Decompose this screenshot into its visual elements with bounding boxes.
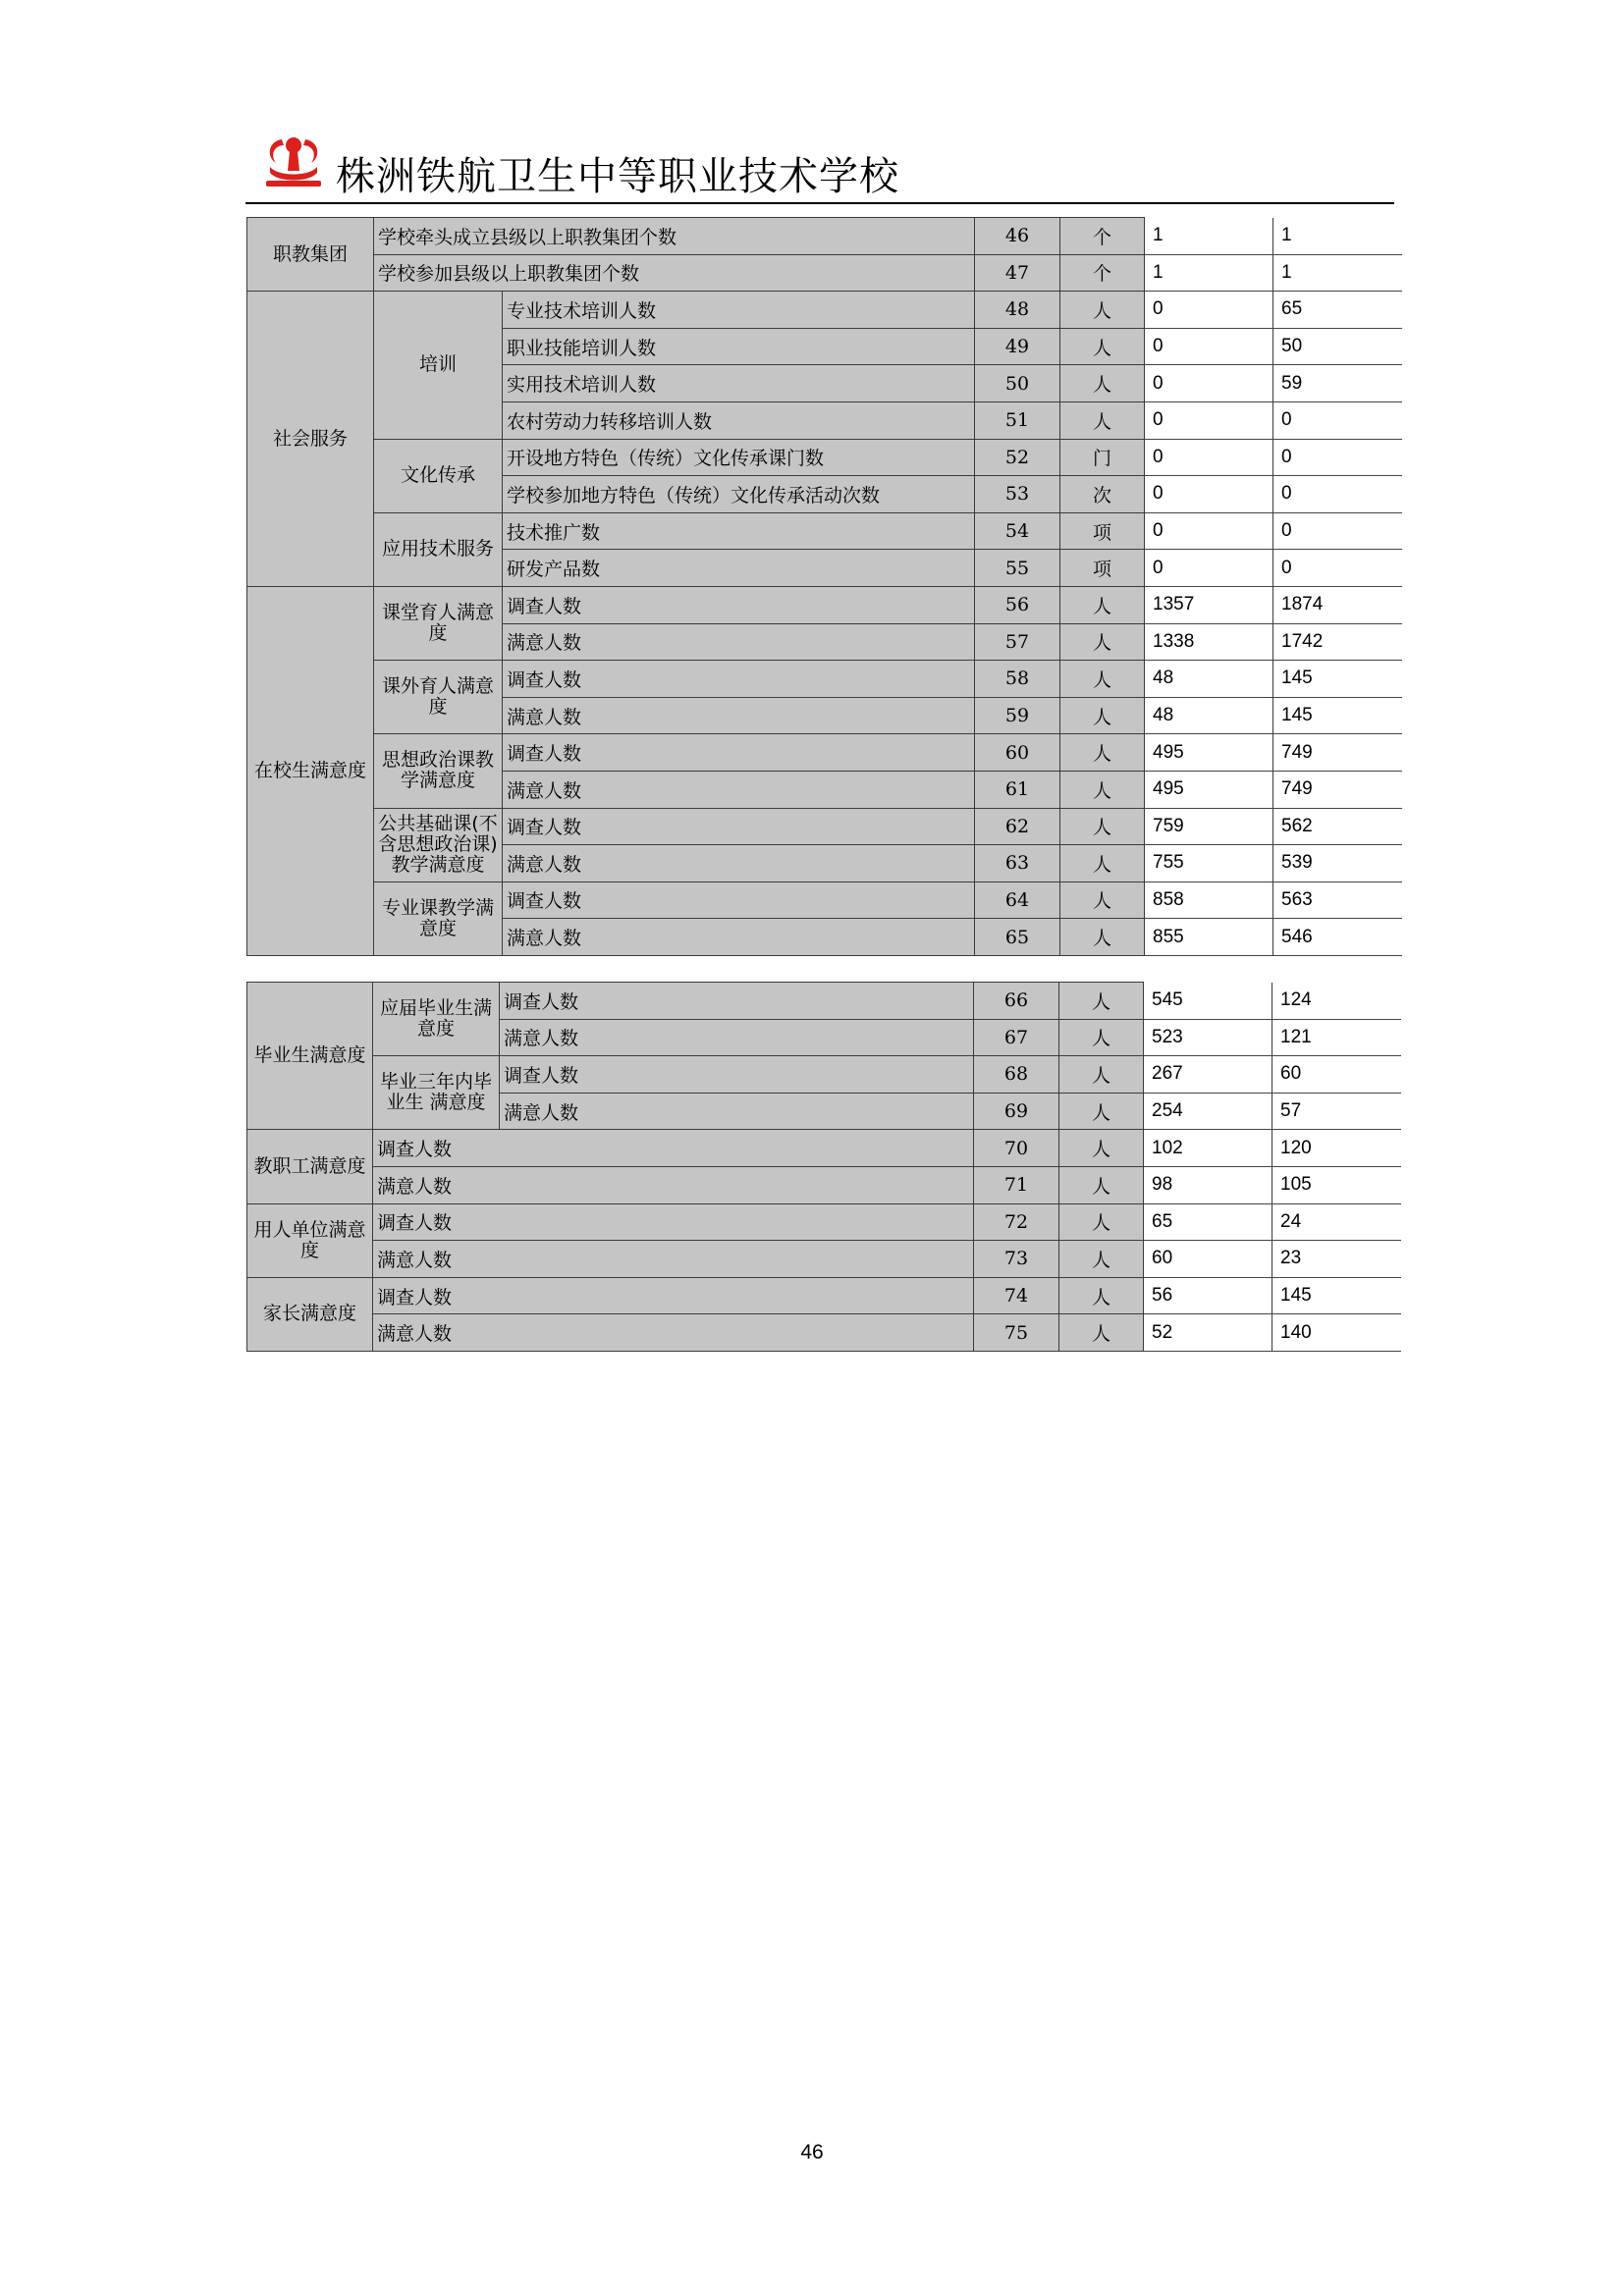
category-cell: 毕业生满意度 [247,983,373,1130]
value-cell: 124 [1272,983,1401,1020]
value-cell: 98 [1144,1166,1272,1203]
unit-cell: 门 [1060,439,1145,476]
value-cell: 254 [1144,1093,1272,1130]
item-cell: 开设地方特色（传统）文化传承课门数 [503,439,975,476]
value-cell: 1 [1145,254,1273,292]
value-cell: 749 [1273,771,1402,808]
code-cell: 75 [974,1314,1059,1352]
unit-cell: 人 [1060,734,1145,772]
school-logo-icon [260,133,327,188]
code-cell: 68 [974,1056,1059,1094]
code-cell: 67 [974,1019,1059,1056]
unit-cell: 人 [1060,845,1145,882]
value-cell: 0 [1145,401,1273,439]
item-cell: 学校参加地方特色（传统）文化传承活动次数 [503,476,975,513]
table-row [247,1241,1401,1278]
value-cell: 52 [1144,1314,1272,1352]
value-cell: 546 [1273,919,1402,956]
item-cell: 满意人数 [500,1019,974,1056]
value-cell: 59 [1273,365,1402,402]
unit-cell: 人 [1059,1203,1144,1241]
unit-cell: 人 [1060,401,1145,439]
value-cell: 1357 [1145,586,1273,623]
item-cell: 调查人数 [503,734,975,772]
value-cell: 121 [1272,1019,1401,1056]
item-cell: 满意人数 [503,697,975,734]
item-cell: 满意人数 [503,845,975,882]
value-cell: 0 [1145,550,1273,587]
unit-cell: 人 [1059,1277,1144,1314]
subcategory-cell: 毕业三年内毕业生 满意度 [373,1056,500,1130]
item-cell: 调查人数 [503,808,975,845]
code-cell: 59 [975,697,1060,734]
table-row [247,254,1402,292]
value-cell: 1742 [1273,623,1402,661]
value-cell: 523 [1144,1019,1272,1056]
code-cell: 48 [975,292,1060,329]
value-cell: 0 [1273,439,1402,476]
page-number: 46 [800,2141,824,2163]
item-cell: 满意人数 [503,771,975,808]
subcategory-cell: 应届毕业生满意度 [373,983,500,1056]
subcategory-cell: 思想政治课教学满意度 [374,734,503,808]
unit-cell: 人 [1060,771,1145,808]
code-cell: 74 [974,1277,1059,1314]
unit-cell: 人 [1059,1166,1144,1203]
value-cell: 495 [1145,771,1273,808]
unit-cell: 人 [1059,1019,1144,1056]
code-cell: 46 [975,218,1060,255]
item-cell: 调查人数 [503,586,975,623]
value-cell: 267 [1144,1056,1272,1094]
item-cell: 实用技术培训人数 [503,365,975,402]
category-cell: 用人单位满意度 [247,1203,373,1277]
code-cell: 64 [975,881,1060,919]
value-cell: 56 [1144,1277,1272,1314]
unit-cell: 人 [1059,1241,1144,1278]
table-row [247,881,1402,919]
unit-cell: 人 [1059,1056,1144,1094]
unit-cell: 人 [1060,697,1145,734]
code-cell: 69 [974,1093,1059,1130]
item-cell: 职业技能培训人数 [503,328,975,365]
unit-cell: 人 [1059,1093,1144,1130]
code-cell: 70 [974,1130,1059,1167]
unit-cell: 人 [1060,661,1145,698]
item-cell: 调查人数 [373,1130,974,1167]
code-cell: 58 [975,661,1060,698]
code-cell: 57 [975,623,1060,661]
item-cell: 调查人数 [503,881,975,919]
subcategory-cell: 专业课教学满意度 [374,881,503,955]
value-cell: 24 [1272,1203,1401,1241]
item-cell: 调查人数 [373,1277,974,1314]
unit-cell: 人 [1060,328,1145,365]
item-cell: 专业技术培训人数 [503,292,975,329]
category-cell: 在校生满意度 [247,586,374,955]
value-cell: 145 [1272,1277,1401,1314]
code-cell: 66 [974,983,1059,1020]
table-row [247,1130,1401,1167]
table-row [247,512,1402,550]
unit-cell: 个 [1060,254,1145,292]
item-cell: 满意人数 [373,1166,974,1203]
value-cell: 140 [1272,1314,1401,1352]
table-row [247,661,1402,698]
unit-cell: 人 [1060,881,1145,919]
indicator-table-1 [246,217,1402,956]
unit-cell: 人 [1060,919,1145,956]
value-cell: 0 [1273,476,1402,513]
value-cell: 65 [1273,292,1402,329]
table-row [247,586,1402,623]
table-row [247,439,1402,476]
code-cell: 61 [975,771,1060,808]
code-cell: 50 [975,365,1060,402]
value-cell: 749 [1273,734,1402,772]
item-cell: 调查人数 [500,1056,974,1094]
document-header [245,128,1394,204]
item-cell: 调查人数 [500,983,974,1020]
unit-cell: 人 [1060,292,1145,329]
school-name: 株洲铁航卫生中等职业技术学校 [336,154,899,199]
value-cell: 562 [1273,808,1402,845]
value-cell: 0 [1273,401,1402,439]
subcategory-cell: 文化传承 [374,439,503,512]
value-cell: 48 [1145,697,1273,734]
item-cell: 满意人数 [503,623,975,661]
table-row [247,734,1402,772]
table-row [247,218,1402,255]
subcategory-cell: 课堂育人满意度 [374,586,503,660]
code-cell: 65 [975,919,1060,956]
item-cell: 农村劳动力转移培训人数 [503,401,975,439]
value-cell: 145 [1273,661,1402,698]
code-cell: 52 [975,439,1060,476]
value-cell: 102 [1144,1130,1272,1167]
value-cell: 1 [1273,254,1402,292]
unit-cell: 人 [1060,623,1145,661]
code-cell: 54 [975,512,1060,550]
unit-cell: 项 [1060,550,1145,587]
value-cell: 539 [1273,845,1402,882]
table-row [247,808,1402,845]
value-cell: 855 [1145,919,1273,956]
table-row [247,1166,1401,1203]
table-row [247,983,1401,1020]
value-cell: 120 [1272,1130,1401,1167]
subcategory-cell: 课外育人满意度 [374,661,503,734]
value-cell: 0 [1273,512,1402,550]
value-cell: 57 [1272,1093,1401,1130]
value-cell: 1338 [1145,623,1273,661]
value-cell: 759 [1145,808,1273,845]
value-cell: 0 [1145,512,1273,550]
value-cell: 0 [1145,365,1273,402]
unit-cell: 项 [1060,512,1145,550]
code-cell: 53 [975,476,1060,513]
unit-cell: 个 [1060,218,1145,255]
table-row [247,1056,1401,1094]
value-cell: 0 [1145,439,1273,476]
item-cell: 满意人数 [500,1093,974,1130]
value-cell: 0 [1145,292,1273,329]
table-row [247,1277,1401,1314]
value-cell: 563 [1273,881,1402,919]
item-cell: 满意人数 [503,919,975,956]
unit-cell: 人 [1059,1130,1144,1167]
value-cell: 858 [1145,881,1273,919]
code-cell: 51 [975,401,1060,439]
table-row [247,292,1402,329]
value-cell: 755 [1145,845,1273,882]
subcategory-cell: 应用技术服务 [374,512,503,586]
unit-cell: 人 [1060,586,1145,623]
unit-cell: 次 [1060,476,1145,513]
value-cell: 1 [1145,218,1273,255]
indicator-table-2 [246,982,1401,1352]
code-cell: 60 [975,734,1060,772]
item-cell: 学校参加县级以上职教集团个数 [374,254,975,292]
code-cell: 55 [975,550,1060,587]
value-cell: 48 [1145,661,1273,698]
item-cell: 技术推广数 [503,512,975,550]
item-cell: 研发产品数 [503,550,975,587]
item-cell: 调查人数 [373,1203,974,1241]
code-cell: 62 [975,808,1060,845]
unit-cell: 人 [1060,808,1145,845]
value-cell: 145 [1273,697,1402,734]
value-cell: 23 [1272,1241,1401,1278]
unit-cell: 人 [1059,983,1144,1020]
code-cell: 63 [975,845,1060,882]
code-cell: 56 [975,586,1060,623]
value-cell: 60 [1144,1241,1272,1278]
value-cell: 545 [1144,983,1272,1020]
value-cell: 0 [1145,328,1273,365]
value-cell: 495 [1145,734,1273,772]
code-cell: 73 [974,1241,1059,1278]
item-cell: 满意人数 [373,1241,974,1278]
item-cell: 满意人数 [373,1314,974,1352]
value-cell: 0 [1273,550,1402,587]
table-row [247,1314,1401,1352]
category-cell: 家长满意度 [247,1277,373,1351]
category-cell: 社会服务 [247,292,374,587]
value-cell: 105 [1272,1166,1401,1203]
value-cell: 0 [1145,476,1273,513]
unit-cell: 人 [1060,365,1145,402]
value-cell: 65 [1144,1203,1272,1241]
unit-cell: 人 [1059,1314,1144,1352]
table-row [247,1203,1401,1241]
value-cell: 1 [1273,218,1402,255]
code-cell: 72 [974,1203,1059,1241]
item-cell: 调查人数 [503,661,975,698]
category-cell: 教职工满意度 [247,1130,373,1203]
subcategory-cell: 培训 [374,292,503,439]
code-cell: 47 [975,254,1060,292]
code-cell: 49 [975,328,1060,365]
item-cell: 学校牵头成立县级以上职教集团个数 [374,218,975,255]
value-cell: 1874 [1273,586,1402,623]
value-cell: 60 [1272,1056,1401,1094]
code-cell: 71 [974,1166,1059,1203]
category-cell: 职教集团 [247,218,374,292]
subcategory-cell: 公共基础课(不含思想政治课)教学满意度 [374,808,503,881]
value-cell: 50 [1273,328,1402,365]
